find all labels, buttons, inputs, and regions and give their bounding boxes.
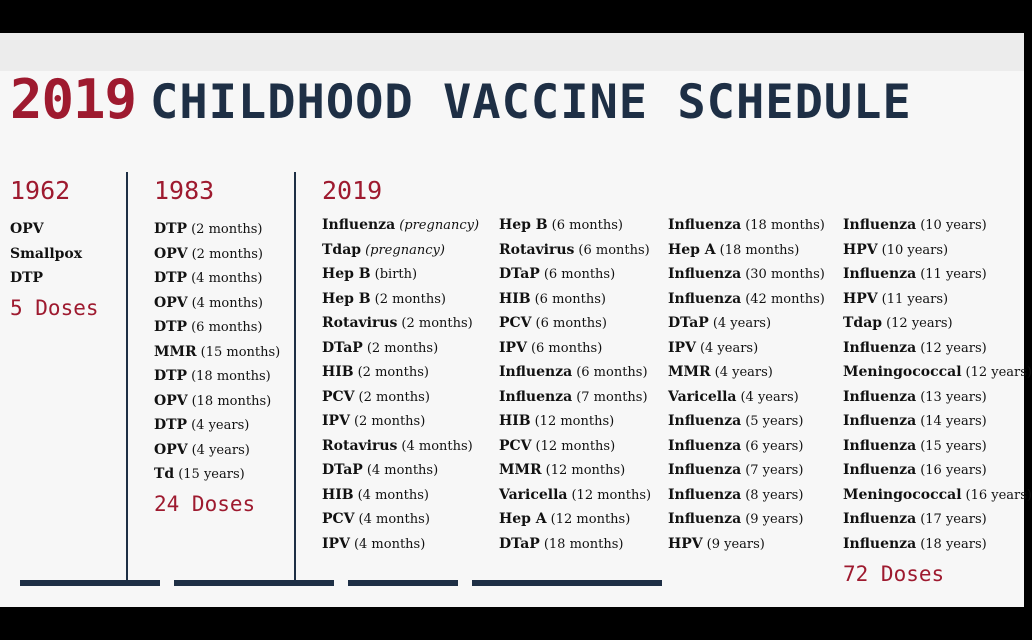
divider-2 [294,172,296,586]
vaccine-entry [843,385,1032,410]
vaccine-entry [154,364,280,389]
vaccine-age: (4 months) [358,512,430,527]
vaccine-name: Rotavirus [322,437,398,454]
vaccine-entry [668,483,825,508]
page-title [10,68,912,131]
vaccine-age: (6 months) [543,267,616,282]
vaccine-name: Influenza [668,413,742,429]
vaccine-name: PCV [322,388,355,405]
vaccine-entry [668,238,825,263]
vaccine-name: Hep A [499,511,547,527]
vaccine-name: DTaP [322,339,363,356]
vaccine-entry [322,360,479,385]
vaccine-name: DTP [154,319,188,335]
vaccine-entry [10,217,82,242]
vaccine-entry [499,507,651,532]
vaccine-entry [499,311,651,336]
vaccine-name: Varicella [499,486,568,503]
vaccine-age: (15 months) [200,344,281,360]
vaccine-entry [322,262,479,287]
vaccine-entry [843,483,1032,508]
vaccine-age: (16 years) [920,463,987,478]
vaccine-age: (30 months) [745,267,825,282]
vaccine-name: HPV [668,535,703,552]
vaccine-age: (18 months) [745,218,825,233]
vaccine-entry [322,409,479,434]
vaccine-name: MMR [154,343,197,360]
vaccine-age: (42 months) [745,291,825,307]
vaccine-name: Influenza [499,388,573,405]
vaccine-age: (4 years) [191,442,250,458]
vaccine-entry [843,262,1032,287]
vaccine-entry [499,360,651,385]
vaccine-entry [322,434,479,459]
vaccine-name: Influenza [668,266,742,282]
vaccine-entry [499,532,651,557]
vaccine-entry [322,336,479,361]
next-slide-edge [20,571,720,577]
list-2019-a [322,213,479,556]
vaccine-name: Influenza [843,339,917,356]
list-1983 [154,217,280,487]
vaccine-age: (17 years) [920,512,987,527]
vaccine-name: HPV [843,241,878,258]
vaccine-entry [843,434,1032,459]
vaccine-age: (4 years) [191,418,250,433]
vaccine-age: (18 months) [719,242,800,258]
vaccine-name: Smallpox [10,245,83,262]
vaccine-age: (9 years) [706,536,765,552]
vaccine-age: (18 months) [191,369,271,384]
vaccine-name: HPV [843,290,878,307]
vaccine-entry [322,532,479,557]
vaccine-entry [843,532,1032,557]
vaccine-name: Influenza [843,266,917,282]
vaccine-name: PCV [322,511,355,527]
vaccine-name: Influenza [843,217,917,233]
vaccine-age: (4 years) [740,389,799,405]
vaccine-entry [668,458,825,483]
vaccine-name: OPV [154,392,188,409]
vaccine-name: MMR [499,462,542,478]
vaccine-age: (18 months) [191,393,272,409]
vaccine-age: (16 years) [965,487,1032,503]
vaccine-age: (2 months) [357,365,429,380]
vaccine-name: DTaP [499,266,540,282]
divider-1 [126,172,128,586]
vaccine-entry [668,532,825,557]
vaccine-entry [668,336,825,361]
vaccine-age: (4 months) [401,438,473,454]
vaccine-age: (2 months) [191,222,263,237]
vaccine-entry [154,340,280,365]
vaccine-entry [668,360,825,385]
vaccine-entry [843,409,1032,434]
vaccine-name: DTaP [322,462,363,478]
vaccine-entry [154,438,280,463]
vaccine-entry [154,389,280,414]
vaccine-entry [499,483,651,508]
vaccine-name: Influenza [668,511,742,527]
vaccine-age: (6 months) [576,365,648,380]
vaccine-name: Influenza [843,462,917,478]
vaccine-name: DTaP [499,535,540,552]
vaccine-age: (7 years) [745,463,804,478]
vaccine-name: Meningococcal [843,364,962,380]
vaccine-name: IPV [322,535,350,552]
vaccine-name: Rotavirus [322,315,398,331]
vaccine-name: Tdap [843,315,883,331]
vaccine-entry [154,291,280,316]
vaccine-entry [668,409,825,434]
vaccine-entry [499,458,651,483]
vaccine-entry [322,287,479,312]
vaccine-entry [843,336,1032,361]
list-1962 [10,217,82,291]
vaccine-age: (4 months) [191,271,263,286]
vaccine-entry [10,242,82,267]
vaccine-age: (14 years) [920,414,987,429]
vaccine-entry [668,213,825,238]
vaccine-age: (4 years) [714,365,773,380]
vaccine-name: Td [154,466,175,482]
vaccine-entry [499,385,651,410]
vaccine-entry [322,483,479,508]
vaccine-age: (2 months) [374,291,446,307]
vaccine-age: (4 years) [699,340,759,356]
heading-2019: 2019 [322,176,383,205]
vaccine-age: (12 years) [920,340,987,356]
vaccine-age: (12 months) [571,487,652,503]
vaccine-entry [843,213,1032,238]
vaccine-name: Varicella [668,388,737,405]
vaccine-age: (2 months) [401,316,473,331]
vaccine-name: Tdap [322,241,362,258]
vaccine-name: Influenza [668,217,742,233]
vaccine-entry [499,409,651,434]
vaccine-age: (6 months) [191,320,263,335]
vaccine-name: Influenza [668,290,742,307]
vaccine-age: (4 months) [366,463,439,478]
vaccine-entry [499,213,651,238]
vaccine-age: (15 years) [920,438,987,454]
heading-1962: 1962 [10,176,71,205]
vaccine-entry [322,238,479,263]
vaccine-entry [668,385,825,410]
vaccine-name: Influenza [499,364,573,380]
vaccine-age: (10 years) [920,218,987,233]
vaccine-age: (4 months) [357,487,429,503]
vaccine-age: (12 years) [886,316,953,331]
vaccine-age: (10 years) [881,242,949,258]
heading-1983: 1983 [154,176,215,205]
vaccine-name: OPV [154,245,188,262]
vaccine-name: Hep B [322,290,371,307]
vaccine-entry [843,458,1032,483]
doses-2019: 72 Doses [843,562,945,586]
vaccine-name: Influenza [668,437,742,454]
vaccine-name: IPV [322,413,350,429]
vaccine-entry [668,287,825,312]
vaccine-age: (13 years) [920,389,987,405]
vaccine-age: (7 months) [576,389,648,405]
vaccine-name: MMR [668,364,711,380]
vaccine-entry [668,434,825,459]
vaccine-name: DTP [10,270,44,286]
vaccine-age: (2 months) [353,414,426,429]
vaccine-age: (2 months) [366,340,439,356]
vaccine-entry [668,262,825,287]
vaccine-name: HIB [322,486,354,503]
title-year: 2019 [10,68,137,131]
vaccine-entry [154,462,280,487]
vaccine-name: OPV [154,441,188,458]
vaccine-entry [322,311,479,336]
title-text: CHILDHOOD VACCINE SCHEDULE [150,75,912,130]
vaccine-entry [843,287,1032,312]
vaccine-age: (6 years) [745,438,804,454]
vaccine-name: Influenza [668,462,742,478]
vaccine-entry [499,262,651,287]
vaccine-name: Influenza [843,413,917,429]
vaccine-entry [843,360,1032,385]
vaccine-age: (6 months) [530,340,603,356]
vaccine-name: OPV [10,221,44,237]
vaccine-age: (4 months) [353,536,426,552]
vaccine-name: DTP [154,417,188,433]
vaccine-age: (15 years) [178,467,245,482]
vaccine-entry [154,413,280,438]
vaccine-name: Influenza [668,486,742,503]
vaccine-age: (6 months) [535,316,607,331]
vaccine-name: PCV [499,315,532,331]
vaccine-entry [843,238,1032,263]
vaccine-age: (8 years) [745,487,804,503]
doses-1983: 24 Doses [154,492,256,516]
vaccine-age: (11 years) [881,291,949,307]
vaccine-entry [322,507,479,532]
vaccine-age: (6 months) [534,291,606,307]
vaccine-entry [843,507,1032,532]
vaccine-name: HIB [499,290,531,307]
list-2019-d [843,213,1032,556]
vaccine-age: (12 months) [534,414,615,429]
vaccine-age: (6 months) [578,242,650,258]
vaccine-entry [499,287,651,312]
vaccine-name: Influenza [843,511,917,527]
vaccine-age: (pregnancy) [365,242,445,258]
vaccine-name: Influenza [843,388,917,405]
vaccine-entry [668,311,825,336]
list-2019-b [499,213,651,556]
vaccine-name: Meningococcal [843,486,962,503]
vaccine-age: (12 months) [550,512,631,527]
vaccine-entry [322,458,479,483]
vaccine-age: (12 months) [535,438,616,454]
vaccine-age: (11 years) [920,267,987,282]
vaccine-age: (birth) [374,267,418,282]
vaccine-age: (2 months) [358,389,430,405]
vaccine-age: (5 years) [745,414,804,429]
vaccine-entry [499,238,651,263]
vaccine-age: (18 years) [920,536,987,552]
vaccine-entry [668,507,825,532]
vaccine-name: HIB [499,413,531,429]
vaccine-name: IPV [668,339,696,356]
vaccine-name: Hep A [668,241,716,258]
vaccine-age: (6 months) [551,218,623,233]
vaccine-name: Influenza [843,437,917,454]
vaccine-name: OPV [154,294,188,311]
vaccine-age: (9 years) [745,512,804,527]
vaccine-name: DTP [154,270,188,286]
vaccine-entry [499,434,651,459]
vaccine-name: DTP [154,368,188,384]
vaccine-entry [154,217,280,242]
vaccine-age: (12 months) [545,463,626,478]
vaccine-name: DTP [154,221,188,237]
vaccine-entry [10,266,82,291]
top-band [0,33,1024,71]
vaccine-name: IPV [499,339,527,356]
vaccine-entry [322,213,479,238]
vaccine-entry [322,385,479,410]
vaccine-name: Hep B [322,266,371,282]
doses-1962: 5 Doses [10,296,99,320]
vaccine-age: (12 years) [965,365,1032,380]
vaccine-entry [499,336,651,361]
list-2019-c [668,213,825,556]
vaccine-name: HIB [322,364,354,380]
vaccine-name: DTaP [668,315,709,331]
vaccine-age: (pregnancy) [399,218,480,233]
vaccine-entry [154,242,280,267]
vaccine-age: (4 years) [712,316,772,331]
vaccine-entry [154,315,280,340]
vaccine-age: (2 months) [191,246,263,262]
vaccine-name: Hep B [499,217,548,233]
vaccine-name: Rotavirus [499,241,575,258]
vaccine-name: Influenza [843,535,917,552]
vaccine-name: Influenza [322,217,396,233]
vaccine-name: PCV [499,437,532,454]
vaccine-age: (4 months) [191,295,263,311]
vaccine-age: (18 months) [543,536,624,552]
vaccine-entry [843,311,1032,336]
vaccine-entry [154,266,280,291]
